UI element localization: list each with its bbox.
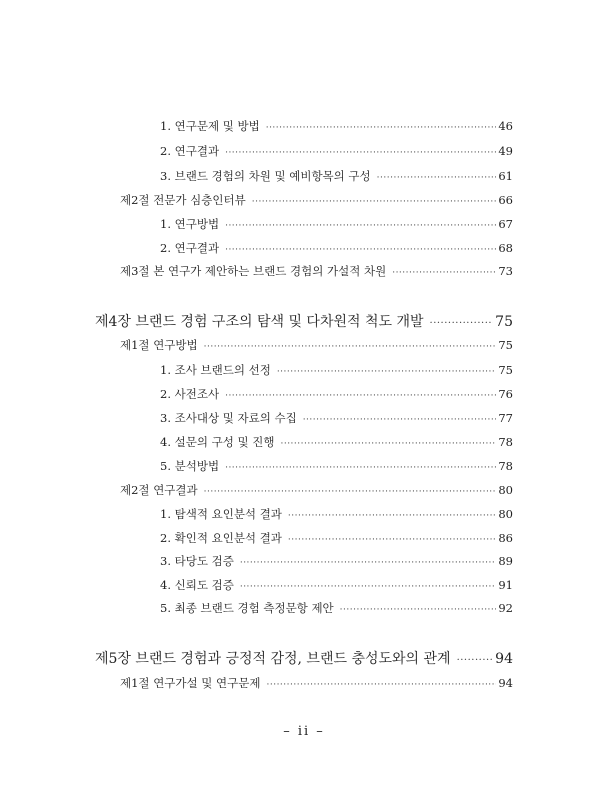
toc-item[interactable] [160,118,513,134]
toc-item-label: 4. 신뢰도 검증 [160,578,234,592]
toc-item[interactable] [160,553,513,569]
toc-leader [457,656,494,666]
toc-item-label: 5. 분석방법 [160,459,220,473]
toc-page-number: 92 [498,601,513,615]
toc-leader [204,488,497,497]
toc-leader [340,606,497,615]
toc-item[interactable] [160,434,513,450]
toc-chapter[interactable] [95,648,513,668]
toc-item-label: 1. 연구방법 [160,217,220,231]
toc-page-number: 46 [498,119,513,133]
toc-leader [277,368,497,377]
toc-page-number: 77 [498,411,513,425]
toc-page-number: 75 [495,314,513,330]
toc-page-number: 67 [498,217,513,231]
toc-item[interactable] [160,577,513,593]
toc-item[interactable] [160,216,513,232]
toc-section-label: 제1절 연구가설 및 연구문제 [120,676,261,690]
toc-item-label: 3. 타당도 검증 [160,554,234,568]
toc-page-number: 75 [498,363,513,377]
toc-leader [430,319,494,329]
toc-item-label: 1. 연구문제 및 방법 [160,119,260,133]
toc-leader [288,536,496,545]
toc-page-number: 61 [498,169,513,183]
toc-section-label: 제1절 연구방법 [120,338,198,352]
toc-item-label: 1. 조사 브랜드의 선정 [160,363,271,377]
toc-page-number: 75 [498,338,513,352]
toc-leader [377,174,497,183]
toc-item-label: 3. 조사대상 및 자료의 수집 [160,411,297,425]
toc-section[interactable] [120,337,513,353]
page-number-footer: – ii – [283,724,325,739]
toc-chapter-label: 제4장 브랜드 경험 구조의 탐색 및 다차원적 척도 개발 [95,314,424,330]
toc-item-label: 5. 최종 브랜드 경험 측정문항 제안 [160,601,334,615]
toc-item[interactable] [160,600,513,616]
toc-item-label: 3. 브랜드 경험의 차원 및 예비항목의 구성 [160,169,371,183]
toc-item[interactable] [160,530,513,546]
toc-page-number: 78 [498,435,513,449]
toc-leader [280,440,496,449]
toc-page-number: 66 [498,193,513,207]
toc-item[interactable] [160,168,513,184]
toc-page-number: 76 [498,387,513,401]
toc-item[interactable] [160,506,513,522]
toc-leader [252,198,497,207]
toc-page-number: 94 [498,676,513,690]
toc-leader [240,583,497,592]
toc-item[interactable] [160,410,513,426]
toc-section[interactable] [120,482,513,498]
toc-page-number: 78 [498,459,513,473]
toc-leader [225,392,496,401]
toc-item-label: 2. 확인적 요인분석 결과 [160,531,282,545]
toc-item[interactable] [160,386,513,402]
toc-page-number: 80 [498,483,513,497]
toc-leader [225,246,496,255]
toc-section-label: 제2절 연구결과 [120,483,198,497]
toc-section[interactable] [120,675,513,691]
toc-item[interactable] [160,240,513,256]
toc-item-label: 1. 탐색적 요인분석 결과 [160,507,282,521]
toc-page-number: 68 [498,241,513,255]
toc-page-number: 89 [498,554,513,568]
toc-chapter-label: 제5장 브랜드 경험과 긍정적 감정, 브랜드 충성도와의 관계 [95,651,451,667]
toc-item[interactable] [160,143,513,159]
toc-page-number: 91 [498,578,513,592]
toc-item-label: 4. 설문의 구성 및 진행 [160,435,275,449]
toc-leader [225,464,496,473]
toc-section[interactable] [120,263,513,279]
toc-section-label: 제2절 전문가 심층인터뷰 [120,193,246,207]
toc-leader [266,681,496,690]
toc-page-number: 86 [498,531,513,545]
toc-chapter[interactable] [95,311,513,331]
toc-page-number: 49 [498,144,513,158]
toc-leader [240,559,497,568]
toc-item[interactable] [160,458,513,474]
toc-leader [303,416,497,425]
toc-page-number: 80 [498,507,513,521]
toc-leader [288,512,496,521]
toc-leader [392,269,496,278]
toc-leader [225,222,496,231]
toc-leader [204,343,497,352]
toc-leader [266,124,497,133]
toc-item-label: 2. 사전조사 [160,387,220,401]
toc-section[interactable] [120,192,513,208]
toc-page-number: 73 [498,264,513,278]
toc-page-number: 94 [495,651,513,667]
toc-item-label: 2. 연구결과 [160,144,220,158]
toc-section-label: 제3절 본 연구가 제안하는 브랜드 경험의 가설적 차원 [120,264,387,278]
toc-item[interactable] [160,362,513,378]
toc-item-label: 2. 연구결과 [160,241,220,255]
toc-leader [225,149,496,158]
